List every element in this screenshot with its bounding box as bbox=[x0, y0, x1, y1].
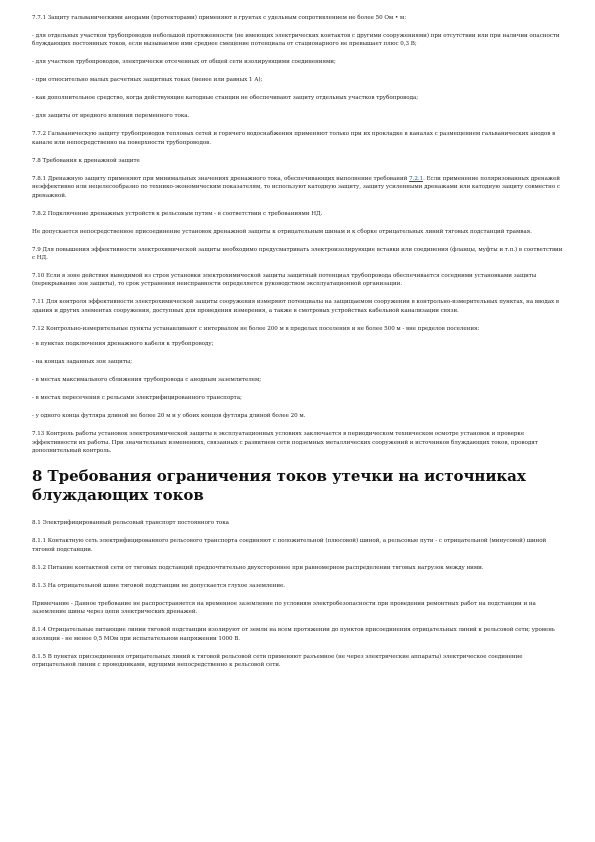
clause-7-9: 7.9 Для повышения эффективности электрохимической защиты необходимо предусматривать электроизолирующие вставки или соединения (фланцы, муфты и т.п.) в соответствии с НД. bbox=[32, 246, 563, 262]
clause-text-continued: . Если применение поляризованных дренажей неэффективно или нецелесообразно по технико-экономическим показателям, то используют катодную защиту, защиту усиленными дренажами или катодную защиту совместно с дренажной. bbox=[32, 175, 560, 199]
clause-8-1-5: 8.1.5 В пунктах присоединения отрицательных линий к тяговой рельсовой сети применяют разъемное (не через электрические аппараты) электрическое соединение отрицательной линии с проводниками, идущими непосредственно к рельсовой сети. bbox=[32, 653, 523, 669]
clause-7-12: 7.12 Контрольно-измерительные пункты устанавливают с интервалом не более 200 м в пределах поселения и не более 500 м - вне пределов поселения: bbox=[32, 325, 480, 332]
section-heading-7-8: 7.8 Требования к дренажной защите bbox=[32, 157, 140, 164]
list-item: - в местах максимального сближения трубопровода с анодным заземлителем; bbox=[32, 377, 262, 384]
section-title-8: 8 Требования ограничения токов утечки на источниках блуждающих токов bbox=[32, 467, 526, 505]
section-heading-8-1: 8.1 Электрифицированный рельсовый транспорт постоянного тока bbox=[32, 520, 229, 527]
clause-text: 7.8.1 Дренажную защиту применяют при минимальных значениях дренажного тока, обеспечивающих выполнение требований bbox=[32, 175, 410, 182]
paragraph: Не допускается непосредственное присоединение установок дренажной защиты к отрицательным шинам и к сборке отрицательных линий тяговых подстанций трамвая. bbox=[32, 228, 532, 235]
list-item: - как дополнительное средство, когда действующие катодные станции не обеспечивают защиту отдельных участков трубопровода; bbox=[32, 95, 419, 102]
clause-7-13: 7.13 Контроль работы установок электрохимической защиты в эксплуатационных условиях заключается в периодическом техническом осмотре установок и проверке эффективности их работы. При значительных изменениях, связанных с развитием сети подземных металлических сооружений и источников блуждающих токов, проводят дополнительный контроль. bbox=[32, 431, 538, 455]
clause-8-1-1: 8.1.1 Контактную сеть электрифицированного рельсового транспорта соединяют с положительной (плюсовой) шиной, а рельсовые пути - с отрицательной (минусовой) шиной тяговой подстанции. bbox=[32, 538, 547, 553]
list-item: - для защиты от вредного влияния переменного тока. bbox=[32, 113, 190, 120]
document-page bbox=[32, 14, 566, 679]
clause-7-7-1: 7.7.1 Защиту гальваническими анодами (протекторами) применяют в грунтах с удельным сопротивлением не более 50 Ом • м: bbox=[32, 15, 407, 21]
note: Примечание - Данное требование не распространяется на временное заземление по условиям электробезопасности при проведении ремонтных работ на подстанции и на заземление шины через цепи электрических дренажей. bbox=[32, 600, 536, 616]
list-item: - для отдельных участков трубопроводов небольшой протяженности (не имеющих электрических контактов с другими сооружениями) при отсутствии или при наличии опасности блуждающих постоянных токов, если вызываемое ими среднее смещение потенциала от стационарного не превышает плюс 0,3 В; bbox=[32, 33, 560, 48]
clause-7-8-2: 7.8.2 Подключение дренажных устройств к рельсовым путям - в соответствии с требованиями НД. bbox=[32, 210, 323, 217]
list-item: - при относительно малых расчетных защитных токах (менее или равных 1 А); bbox=[32, 77, 263, 84]
list-item: - в пунктах подключения дренажного кабеля к трубопроводу; bbox=[32, 341, 214, 348]
list-item: - для участков трубопроводов, электрически отсеченных от общей сети изолирующими соединениями; bbox=[32, 59, 336, 66]
list-item: - в местах пересечения с рельсами электрифицированного транспорта; bbox=[32, 395, 242, 402]
list-item: - у одного конца футляра длиной не более 20 м и у обоих концов футляра длиной более 20 м. bbox=[32, 413, 306, 420]
clause-7-8-1 bbox=[32, 175, 566, 200]
clause-7-7-2: 7.7.2 Гальваническую защиту трубопроводов тепловых сетей и горячего водоснабжения применяют только при их прокладке в каналах с размещением гальванических анодов в канале или непосредственно на поверхности трубопроводов. bbox=[32, 131, 556, 146]
clause-7-10: 7.10 Если в зоне действия выводимой из строя установки электрохимической защиты защитный потенциал трубопровода обеспечивается соседними установками защиты (перекрывание зон защиты), то срок устранения неисправности определяется руководством эксплуатационной организации. bbox=[32, 273, 537, 288]
clause-8-1-2: 8.1.2 Питание контактной сети от тяговых подстанций предпочтительно двухстороннее при равномерном распределении тяговых нагрузок между ними. bbox=[32, 564, 484, 571]
list-item: - на концах заданных зон защиты; bbox=[32, 359, 133, 366]
clause-8-1-3: 8.1.3 На отрицательной шине тяговой подстанции не допускается глухое заземление. bbox=[32, 582, 286, 589]
reference-link-7-2-1[interactable]: 7.2.1 bbox=[409, 175, 424, 182]
clause-7-11: 7.11 Для контроля эффективности электрохимической защиты сооружения измеряют потенциалы на защищаемом сооружении в контрольно-измерительных пунктах, на вводах в здания и других элементах сооружения, доступных для проведения измерения, а также в смотровых устройствах кабельной канализации связи. bbox=[32, 299, 559, 314]
clause-8-1-4: 8.1.4 Отрицательные питающие линии тяговой подстанции изолируют от земли на всем протяжении до пунктов присоединения отрицательных линий к рельсовой сети; уровень изоляции - не менее 0,5 МОм при испытательном напряжении 1000 В. bbox=[32, 627, 555, 642]
